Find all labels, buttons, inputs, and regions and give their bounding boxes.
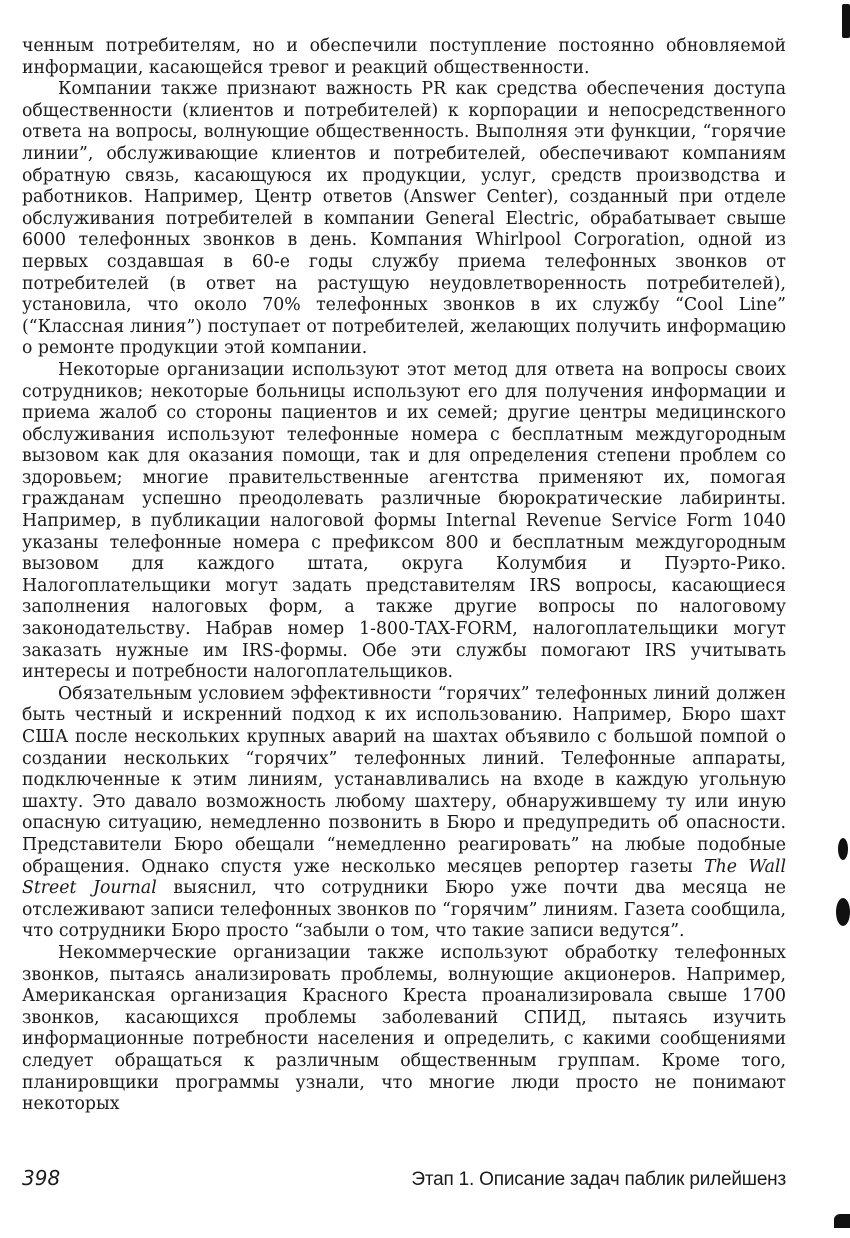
page-body	[22, 36, 786, 1116]
scan-edge-mark-middle	[838, 838, 848, 860]
paragraph-5: Некоммерческие организации также используют обработку телефонных звонков, пытаясь анализировать проблемы, волнующие акционеров. Например, Американская организация Красного Креста проанализировала свыше 1700 звонков, касающихся проблемы заболеваний СПИД, пытаясь изучить информационные потребности населения и определить, с какими сообщениями следует обращаться к различным общественным группам. Кроме того, планировщики программы узнали, что многие люди просто не понимают некоторых	[22, 942, 786, 1115]
paragraph-3: Некоторые организации используют этот метод для ответа на вопросы своих сотрудников; некоторые больницы используют его для получения информации и приема жалоб со стороны пациентов и их семей; другие центры медицинского обслуживания используют телефонные номера с бесплатным междугородным вызовом как для оказания помощи, так и для определения степени проблем со здоровьем; многие правительственные агентства применяют их, помогая гражданам успешно преодолевать различные бюрократические лабиринты. Например, в публикации налоговой формы Internal Revenue Service Form 1040 указаны телефонные номера с префиксом 800 и бесплатным междугородным вызовом для каждого штата, округа Колумбия и Пуэрто-Рико. Налогоплательщики могут задать представителям IRS вопросы, касающиеся заполнения налоговых форм, а также другие вопросы по налоговому законодательству. Набрав номер 1-800-TAX-FORM, налогоплательщики могут заказать нужные им IRS-формы. Обе эти службы помогают IRS учитывать интересы и потребности налогоплательщиков.	[22, 359, 786, 683]
paragraph-4-after: выяснил, что сотрудники Бюро уже почти два месяца не отслеживают записи телефонных звонков по “горячим” линиям. Газета сообщила, что сотрудники Бюро просто “забыли о том, что такие записи ведутся”.	[22, 878, 786, 942]
page-number: 398	[22, 1166, 61, 1190]
paragraph-4-before: Обязательным условием эффективности “горячих” телефонных линий должен быть честный и искренний подход к их использованию. Например, Бюро шахт США после нескольких крупных аварий на шахтах объявило с большой помпой о создании нескольких “горячих” телефонных линий. Телефонные аппараты, подключенные к этим линиям, устанавливались на входе в каждую угольную шахту. Это давало возможность любому шахтеру, обнаружившему ту или иную опасную ситуацию, немедленно позвонить в Бюро и предупредить об опасности. Представители Бюро обещали “немедленно реагировать” на любые подобные обращения. Однако спустя уже несколько месяцев репортер газеты	[22, 683, 786, 877]
running-head: Этап 1. Описание задач паблик рилейшенз	[411, 1169, 786, 1190]
newspaper-title: The Wall Street Journal	[22, 856, 786, 899]
scan-edge-mark-lower	[836, 898, 850, 926]
paragraph-2: Компании также признают важность PR как средства обеспечения доступа общественности (клиентов и потребителей) к корпорации и непосредственного ответа на вопросы, волнующие общественность. Выполняя эти функции, “горячие линии”, обслуживающие клиентов и потребителей, обеспечивают компаниям обратную связь, касающуюся их продукции, услуг, средств производства и работников. Например, Центр ответов (Answer Center), созданный при отделе обслуживания потребителей в компании General Electric, обрабатывает свыше 6000 телефонных звонков в день. Компания Whirlpool Corporation, одной из первых создавшая в 60-е годы службу приема телефонных звонков от потребителей (в ответ на растущую неудовлетворенность потребителей), установила, что около 70% телефонных звонков в их службу “Cool Line” (“Классная линия”) поступает от потребителей, желающих получить информацию о ремонте продукции этой компании.	[22, 79, 786, 359]
page-footer	[22, 1166, 786, 1196]
paragraph-1: ченным потребителям, но и обеспечили поступление постоянно обновляемой информации, касающейся тревог и реакций общественности.	[22, 36, 786, 78]
scan-edge-mark-bottom	[834, 1214, 850, 1228]
paragraph-4	[22, 684, 786, 943]
scan-edge-mark-top	[842, 4, 850, 38]
